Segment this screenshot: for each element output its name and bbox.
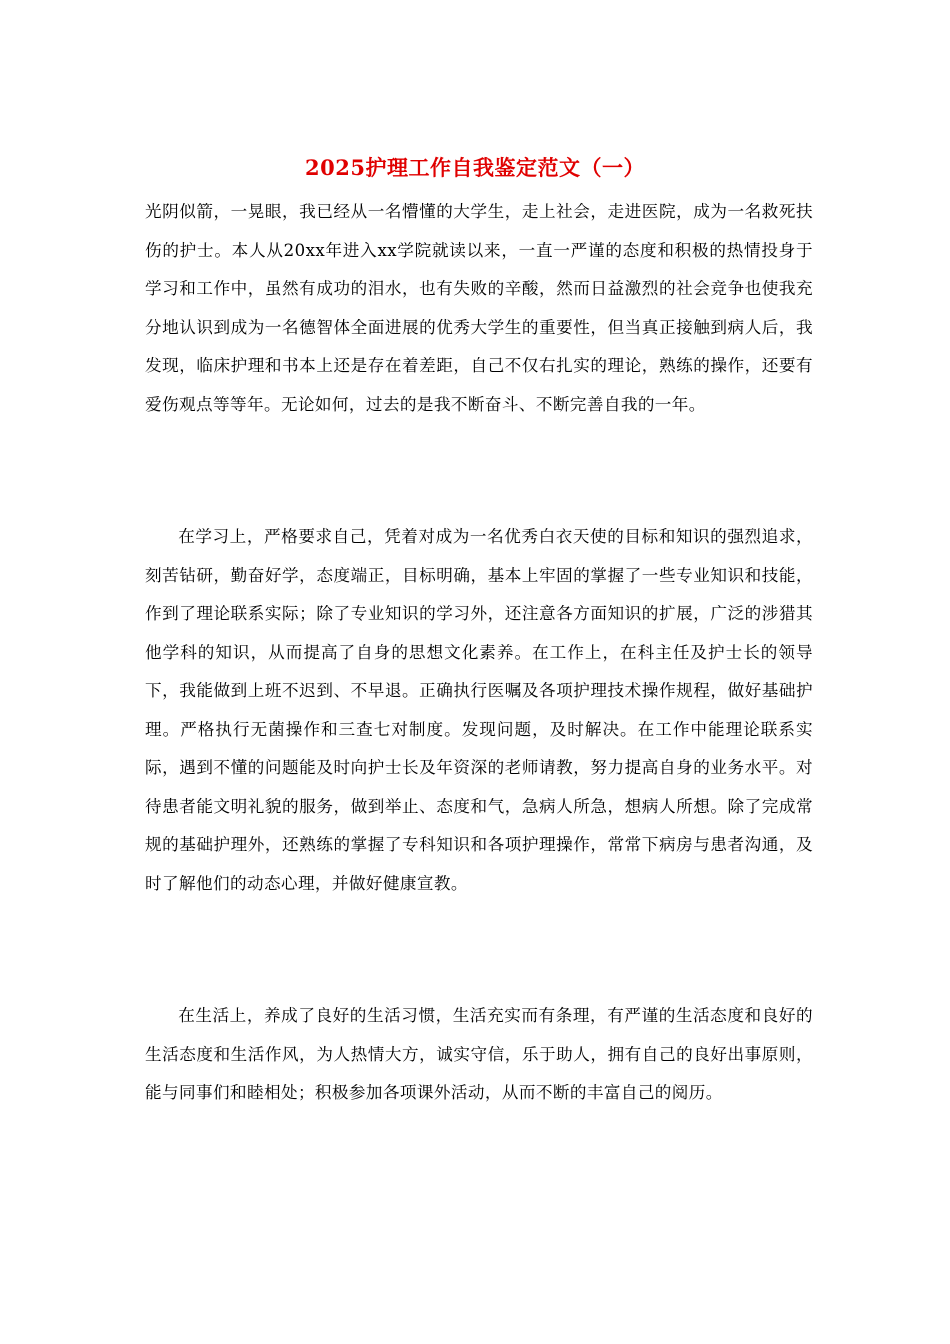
document-title: 2025护理工作自我鉴定范文（一） [305, 155, 645, 180]
paragraph-life: 在生活上，养成了良好的生活习惯，生活充实而有条理，有严谨的生活态度和良好的生活态度和生活作风，为人热情大方，诚实守信，乐于助人，拥有自己的良好出事原则，能与同事们和睦相处；积极参加各项课外活动，从而不断的丰富自己的阅历。 [145, 1006, 813, 1102]
paragraph-intro: 光阴似箭，一晃眼，我已经从一名懵懂的大学生，走上社会，走进医院，成为一名救死扶伤的护士。本人从20xx年进入xx学院就读以来，一直一严谨的态度和积极的热情投身于学习和工作中，虽然有成功的泪水，也有失败的辛酸，然而日益激烈的社会竞争也使我充分地认识到成为一名德智体全面进展的优秀大学生的重要性，但当真正接触到病人后，我发现，临床护理和书本上还是存在着差距，自己不仅右扎实的理论，熟练的操作，还要有爱伤观点等等年。无论如何，过去的是我不断奋斗、不断完善自我的一年。 [145, 202, 813, 414]
paragraph-study-work: 在学习上，严格要求自己，凭着对成为一名优秀白衣天使的目标和知识的强烈追求，刻苦钻研，勤奋好学，态度端正，目标明确，基本上牢固的掌握了一些专业知识和技能，作到了理论联系实际；除了专业知识的学习外，还注意各方面知识的扩展，广泛的涉猎其他学科的知识，从而提高了自身的思想文化素养。在工作上，在科主任及护士长的领导下，我能做到上班不迟到、不早退。正确执行医嘱及各项护理技术操作规程，做好基础护理。严格执行无菌操作和三查七对制度。发现问题，及时解决。在工作中能理论联系实际，遇到不懂的问题能及时向护士长及年资深的老师请教，努力提高自身的业务水平。对待患者能文明礼貌的服务，做到举止、态度和气，急病人所急，想病人所想。除了完成常规的基础护理外，还熟练的掌握了专科知识和各项护理操作，常常下病房与患者沟通，及时了解他们的动态心理，并做好健康宣教。 [145, 527, 813, 893]
